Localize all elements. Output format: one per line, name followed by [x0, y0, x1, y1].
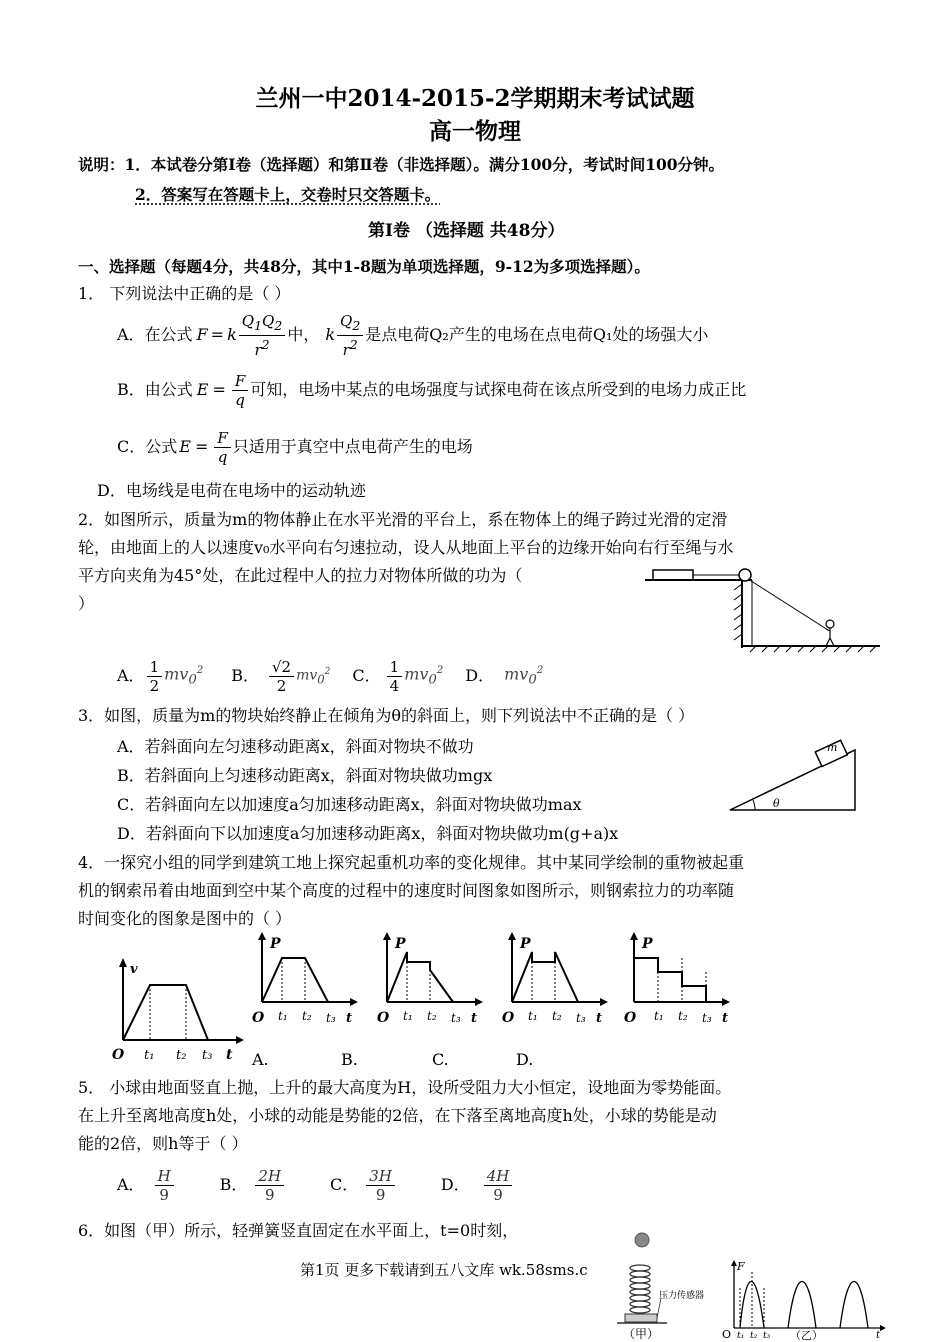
q5-option-c-label: C． [330, 1175, 359, 1194]
pt-t-d: t [722, 1011, 729, 1026]
q6-spring-figure [615, 1228, 715, 1340]
q2-option-b-label: B． [231, 666, 259, 685]
exam-subtitle: 高一物理 [429, 118, 521, 145]
q4-vt-graph [108, 955, 246, 1067]
pt-t1-c: t₁ [528, 1009, 538, 1023]
pt-axis-p-b: P [395, 936, 406, 952]
q2-line-3: 平方向夹角为45°处，在此过程中人的拉力对物体所做的功为（ [78, 566, 523, 585]
q1-option-a: A．在公式 F = k $\frac{Q_1Q_2}{r^2}$ 中， k $\frac{Q_2}{r^2}$ 是点电荷Q₂产生的电场在点电荷Q₁处的场强大小 [117, 311, 709, 359]
q3-option-a: A．若斜面向左匀速移动距离x，斜面对物块不做功 [117, 737, 474, 756]
q1-b-post: 可知，电场中某点的电场强度与试探电荷在该点所受到的电场力成正比 [250, 380, 747, 399]
page-footer: 第1页 更多下载请到五八文库 wk.58sms.c [300, 1261, 588, 1279]
q1-a-formula-2: $\frac{Q_2}{r^2}$ [337, 312, 363, 359]
q1-b-formula: $\frac{F}{q}$ [232, 372, 248, 409]
q2-line-2: 轮，由地面上的人以速度v₀水平向右匀速拉动，设人从地面上平台的边缘开始向右行至绳与水 [78, 538, 734, 557]
fig-jia-label: （甲） [623, 1327, 660, 1340]
pt-origin-b: O [377, 1010, 390, 1026]
f-t: t [876, 1330, 881, 1340]
q4-label-d: D. [516, 1050, 534, 1069]
q2-pulley-figure [640, 560, 885, 655]
q4-graph-c [500, 930, 610, 1030]
q1-c-formula: $\frac{F}{q}$ [214, 429, 230, 466]
q4-line-1: 4．一探究小组的同学到建筑工地上探究起重机功率的变化规律。其中某同学绘制的重物被起重 [78, 853, 745, 872]
pt-origin-c: O [502, 1010, 515, 1026]
q4-graph-a [250, 930, 360, 1030]
q1-a-mid: 中， [287, 325, 320, 344]
f-t3: t₃ [763, 1331, 771, 1340]
q1-a-post: 是点电荷Q₂产生的电场在点电荷Q₁处的场强大小 [365, 325, 709, 344]
pressure-sensor [625, 1314, 657, 1322]
q6-line-1: 6．如图（甲）所示，轻弹簧竖直固定在水平面上，t=0时刻， [78, 1221, 519, 1240]
f-t2: t₂ [750, 1331, 758, 1340]
q3-option-b: B．若斜面向上匀速移动距离x，斜面对物块做功mgx [117, 766, 493, 785]
q5-line-3: 能的2倍，则h等于（ ） [78, 1134, 248, 1153]
block-m [653, 570, 693, 580]
q3-incline-figure [725, 735, 860, 815]
vt-axis-v: v [130, 962, 138, 977]
pt-t2-a: t₂ [302, 1009, 312, 1023]
vt-t1: t₁ [144, 1048, 155, 1063]
q3-option-c: C．若斜面向左以加速度a匀加速移动距离x，斜面对物块做功max [117, 795, 582, 814]
q5-line-1: 5． 小球由地面竖直上抛，上升的最大高度为H，设所受阻力大小恒定，设地面为零势能面。 [78, 1078, 732, 1097]
pt-curve-a [262, 958, 328, 1002]
pt-t2-d: t₂ [678, 1009, 688, 1023]
pt-t1-a: t₁ [278, 1009, 288, 1023]
pt-t1-d: t₁ [654, 1009, 664, 1023]
fig-yi-label: （乙） [790, 1329, 823, 1340]
f-t1: t₁ [737, 1331, 745, 1340]
pt-origin-a: O [252, 1010, 265, 1026]
pt-curve-c [512, 952, 578, 1002]
vt-t: t [226, 1047, 233, 1063]
force-pulse-2 [788, 1282, 816, 1329]
notes-line-1: 说明：1．本试卷分第Ⅰ卷（选择题）和第Ⅱ卷（非选择题）。满分100分，考试时间100分钟。 [78, 155, 725, 174]
pt-t3-b: t₃ [451, 1011, 461, 1025]
vt-t3: t₃ [202, 1048, 213, 1063]
q4-graph-d [622, 930, 737, 1030]
q2-option-d-label: D． [465, 666, 495, 685]
q1-option-c: C．公式 E = $\frac{F}{q}$ 只适用于真空中点电荷产生的电场 [117, 428, 473, 466]
section-heading: 一、选择题（每题4分，共48分，其中1-8题为单项选择题，9-12为多项选择题）。 [78, 257, 650, 276]
pt-t-c: t [596, 1011, 603, 1026]
pt-t3-d: t₃ [702, 1011, 712, 1025]
vt-t2: t₂ [176, 1048, 187, 1063]
q4-graph-b [375, 930, 485, 1030]
q5-option-d-label: D． [440, 1175, 470, 1194]
q5-option-b-label: B． [219, 1175, 248, 1194]
q1-option-d: D．电场线是电荷在电场中的运动轨迹 [97, 481, 366, 500]
ball [635, 1233, 649, 1247]
q4-label-a: A. [252, 1050, 269, 1069]
q5-option-a-label: A． [117, 1175, 145, 1194]
q4-line-3: 时间变化的图象是图中的（ ） [78, 909, 292, 928]
q3-fig-theta: θ [773, 797, 780, 810]
q1-c-pre: C．公式 [117, 437, 178, 456]
rope [748, 579, 828, 630]
q5-line-2: 在上升至离地高度h处，小球的动能是势能的2倍，在下落至离地高度h处，小球的势能是动 [78, 1106, 717, 1125]
q2-option-c-label: C． [352, 666, 381, 685]
pt-curve-d [634, 958, 706, 1002]
exam-title: 兰州一中2014-2015-2学期期末考试试题 [255, 85, 695, 112]
q3-fig-m: m [827, 741, 838, 754]
q3-option-d: D．若斜面向下以加速度a匀加速移动距离x，斜面对物块做功m(g+a)x [117, 824, 619, 843]
q3-stem: 3．如图，质量为m的物块始终静止在倾角为θ的斜面上，则下列说法中不正确的是（ ） [78, 706, 695, 725]
q2-line-4: ） [78, 594, 95, 613]
pt-t-b: t [471, 1011, 478, 1026]
force-pulse-3 [840, 1282, 868, 1329]
spring [630, 1265, 650, 1313]
q1-a-pre: A．在公式 [117, 325, 193, 344]
vt-curve [123, 985, 208, 1040]
notes-line-2: 2．答案写在答题卡上，交卷时只交答题卡。 [135, 185, 441, 204]
pt-t3-a: t₃ [326, 1011, 336, 1025]
pt-origin-d: O [624, 1010, 637, 1026]
q4-line-2: 机的钢索吊着由地面到空中某个高度的过程中的速度时间图象如图所示，则钢索拉力的功率随 [78, 881, 735, 900]
pt-axis-p-a: P [270, 936, 281, 952]
q1-stem: 1． 下列说法中正确的是（ ） [78, 284, 291, 303]
pt-curve-b [387, 952, 453, 1002]
f-origin: O [722, 1328, 732, 1340]
q1-a-formula: $\frac{Q_1Q_2}{r^2}$ [239, 312, 286, 359]
q4-label-c: C. [432, 1050, 449, 1069]
q1-c-post: 只适用于真空中点电荷产生的电场 [232, 437, 473, 456]
q2-options: A． $\frac{1}{2}$ $mv_0^2$ B． $\frac{√2}{2}$ $mv_0^2$ C． $\frac{1}{4}$ $mv_0^2$ D． $mv_0^2$ [117, 657, 544, 695]
person-figure [826, 620, 834, 646]
sensor-label: 压力传感器 [659, 1291, 705, 1301]
q6-force-graph [720, 1258, 890, 1340]
q5-options: A． $\frac{H}{9}$ B． $\frac{2H}{9}$ C． $\frac{3H}{9}$ D． $\frac{4H}{9}$ [117, 1162, 514, 1208]
q1-b-pre: B．由公式 [117, 380, 193, 399]
pt-t3-c: t₃ [576, 1011, 586, 1025]
pt-axis-p-c: P [520, 936, 531, 952]
pt-t2-c: t₂ [552, 1009, 562, 1023]
q4-label-b: B. [341, 1050, 358, 1069]
pt-axis-p-d: P [642, 936, 653, 952]
vt-origin: O [112, 1047, 125, 1063]
f-axis-label: F [737, 1260, 745, 1273]
pt-t1-b: t₁ [403, 1009, 413, 1023]
q2-line-1: 2．如图所示，质量为m的物体静止在水平光滑的平台上，系在物体上的绳子跨过光滑的定滑 [78, 510, 728, 529]
q1-option-b: B．由公式 E = $\frac{F}{q}$ 可知，电场中某点的电场强度与试探电荷在该点所受到的电场力成正比 [117, 371, 747, 409]
q2-option-a-label: A． [117, 666, 145, 685]
pt-t2-b: t₂ [427, 1009, 437, 1023]
pt-t-a: t [346, 1011, 353, 1026]
part1-heading: 第Ⅰ卷 （选择题 共48分） [368, 221, 565, 241]
